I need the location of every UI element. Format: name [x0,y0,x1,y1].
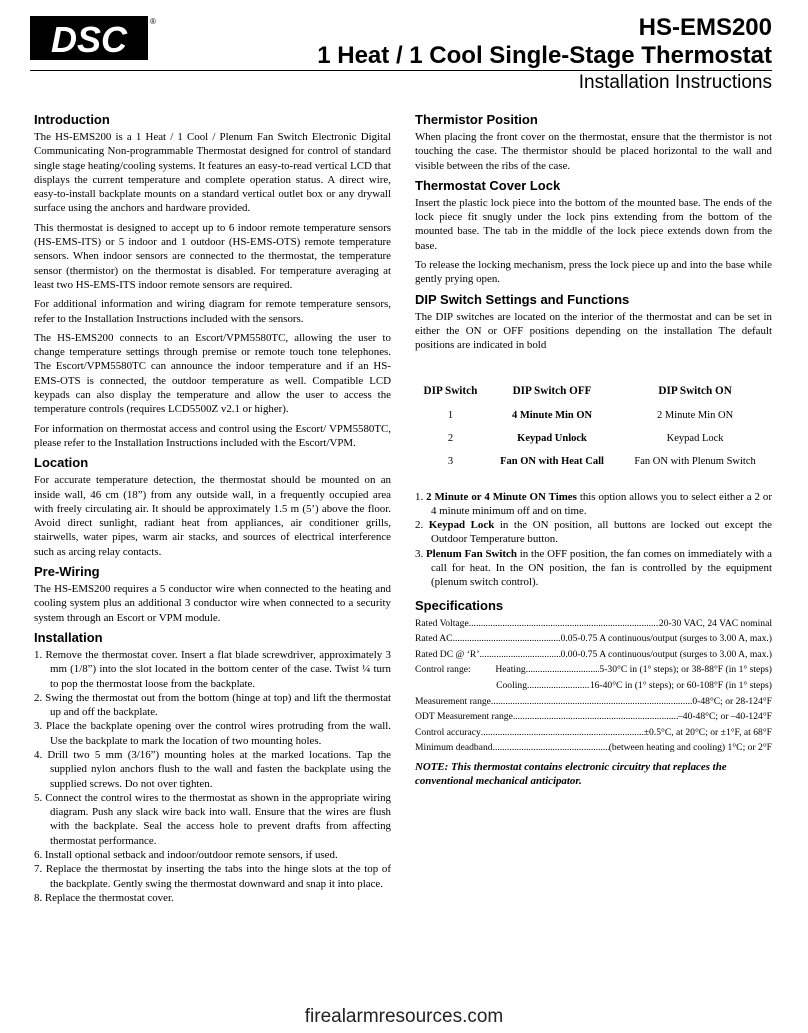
spec-sublabel: Heating [495,664,526,676]
column-header: DIP Switch ON [658,384,732,397]
spec-row [415,631,772,647]
table-row [415,453,772,476]
spec-leader [480,647,561,663]
dip-switch-table [415,381,772,476]
spec-leader [527,678,590,694]
spec-value: 0.00-0.75 A continuous/output (surges to 3.00 A, max.) [560,648,772,660]
spec-value: 16-40°C in (1° steps); or 60-108°F (in 1° steps) [589,680,772,692]
location-heading: Location [34,455,89,471]
table-row [415,430,772,453]
svg-text:DSC: DSC [50,19,128,60]
cover-lock-heading: Thermostat Cover Lock [415,177,561,193]
table-cell: Fan ON with Heat Call [500,455,604,467]
list-item: 2. Swing the thermostat out from the bottom (hinge at top) and lift the thermostat up and off the backplate. [34,691,391,719]
thermistor-section [415,112,772,173]
spec-leader [526,662,600,678]
dip-section [415,292,772,590]
paragraph: The HS-EMS200 is a 1 Heat / 1 Cool / Plenum Fan Switch Electronic Digital Communicating Non-programmable Thermostat designed for control of standard single stage heating/cooling systems. It features an easy-to-read vertical LCD that displays the current temperature and complete operation status. A direct wire, easy-to-install backplate mounts on a standard vertical outlet box or any drywall surface using the anchors and hardware provided. [34,131,391,215]
spec-note: NOTE: This thermostat contains electronic circuitry that replaces the conventional mechanical anticipator. [415,760,727,788]
header-rule [30,70,772,71]
table-cell: Keypad Unlock [517,432,587,444]
thermistor-heading: Thermistor Position [415,112,538,127]
paragraph: The HS-EMS200 requires a 5 conductor wire when connected to the heating and cooling system plus an additional 3 conductor wire when connected to a security system through an Escort or VPM module. [34,583,391,624]
column-header: DIP Switch OFF [512,384,592,397]
paragraph: For additional information and wiring diagram for remote temperature sensors, refer to the Installation Instructions included with the sensors. [34,298,391,325]
installation-heading: Installation [34,629,103,645]
table-cell: 1 [447,409,454,421]
table-cell: 4 Minute Min ON [511,409,593,421]
list-item: 8. Replace the thermostat cover. [34,891,174,904]
spec-row [415,678,772,694]
paragraph: This thermostat is designed to accept up to 6 indoor remote temperature sensors (HS-EMS-ITS) or 5 indoor and 1 outdoor (HS-EMS-OTS) remote temperature sensors. When indoor sensors are connected to the thermostat, the temperature sensor (thermistor) on the thermostat is disabled. For temperature averaging at least two HS-EMS-ITS indoor remote sensors are required. [34,221,391,291]
document-title: 1 Heat / 1 Cool Single-Stage Thermostat [317,42,772,69]
dip-notes [415,490,772,590]
list-item: 3. Plenum Fan Switch in the OFF position, the fan comes on immediately with a call for heat. In the ON position, the fan is controlled by the equipment (plenum switch control). [415,547,772,589]
spec-row [415,740,772,756]
list-item: 7. Replace the thermostat by inserting the tabs into the hinge slots at the top of the backplate. Gently swing the thermostat downward and snap it into place. [34,863,391,890]
prewiring-section [34,564,391,625]
spec-label: Rated Voltage [415,617,469,629]
model-number: HS-EMS200 [638,14,772,41]
spec-leader [481,725,644,741]
introduction-section [34,112,391,450]
spec-value: 0.05-0.75 A continuous/output (surges to 3.00 A, max.) [560,633,772,645]
paragraph: The DIP switches are located on the interior of the thermostat and can be set in either the ON or OFF positions depending on the installation The default positions are indicated in bold [415,310,772,352]
list-item: 3. Place the backplate opening over the control wires protruding from the wall. Use the backplate to mark the location of two mounting holes. [34,720,391,747]
table-header-row [415,381,772,407]
installation-section [34,630,391,905]
installation-steps [34,648,391,905]
spec-leader [453,631,561,647]
spec-label: ODT Measurement range [415,711,513,723]
paragraph: To release the locking mechanism, press the lock piece up and into the base while gently prying open. [415,259,772,286]
paragraph: When placing the front cover on the thermostat, ensure that the thermistor is not touching the case. The thermistor should be placed horizontal to the wall and visible between the ribs of the case. [415,131,772,172]
spec-label: Rated DC @ ‘R’ [415,648,480,660]
spec-row [415,662,772,678]
document-subtitle: Installation Instructions [578,72,772,93]
spec-label: Rated AC [415,633,453,645]
list-item: 1. Remove the thermostat cover. Insert a flat blade screwdriver, approximately 3 mm (1/8”) into the slot located in the bottom center of the case. Twist ¼ turn to pop the thermostat loose from the backplate. [34,648,391,690]
spec-value: ±0.5°C, at 20°C; or ±1°F, at 68°F [643,726,772,738]
table-cell: 3 [447,455,454,467]
table-cell: 2 Minute Min ON [657,409,734,421]
paragraph: For accurate temperature detection, the thermostat should be mounted on an inside wall, 46 cm (18”) from any outside wall, in a frequently occupied area with freely circulating air. It should be approximately 1.5 m (5’) above the floor. Avoid direct sunlight, radiant heat from appliances, air conditioner grills, stairwells, water pipes, warm air stacks, and sources of electrical interference such as arcing relay contacts. [34,474,391,558]
paragraph: For information on thermostat access and control using the Escort/ VPM5580TC, please refer to the Installation Instructions included with the Escort/VPM. [34,422,391,449]
list-item: 6. Install optional setback and indoor/outdoor remote sensors, if used. [34,849,338,862]
list-item: 4. Drill two 5 mm (3/16”) mounting holes at the marked locations. Tap the supplied nylon anchors flush to the wall and fasten the backplate using the supplied screws. Do not over tighten. [34,748,391,790]
spec-leader [469,616,659,632]
specifications-heading: Specifications [415,597,504,613]
right-column [415,112,772,791]
spec-row [415,709,772,725]
spec-label: Control accuracy [415,726,481,738]
spec-row [415,694,772,710]
spec-label: Control range: [415,664,471,676]
spec-value: 5-30°C in (1° steps); or 38-88°F (in 1° steps) [599,664,772,676]
column-header: DIP Switch [423,384,478,397]
spec-value: (between heating and cooling) 1°C; or 2°F [608,742,772,754]
spec-label: Measurement range [415,695,491,707]
spec-row [415,725,772,741]
table-cell: Fan ON with Plenum Switch [634,455,756,467]
spec-leader [513,709,678,725]
spec-leader [491,694,692,710]
prewiring-heading: Pre-Wiring [34,564,100,580]
spec-value: 0-48°C; or 28-124°F [692,695,772,707]
location-section [34,455,391,559]
svg-text:®: ® [150,17,156,26]
paragraph: Insert the plastic lock piece into the bottom of the mounted base. The ends of the lock piece fit snugly under the lock pins extending from the bottom of the mounted base. The tab in the middle of the lock piece extends down from the base. [415,196,772,252]
list-item: 2. Keypad Lock in the ON position, all buttons are locked out except the Outdoor Temperature button. [415,519,772,546]
cover-lock-section [415,178,772,287]
dip-heading: DIP Switch Settings and Functions [415,291,630,307]
table-cell: 2 [447,432,454,444]
spec-value: –40-48°C; or –40-124°F [677,711,772,723]
spec-row [415,647,772,663]
list-item: 5. Connect the control wires to the thermostat as shown in the appropriate wiring diagram. Push any slack wire back into wall. Ensure that the wires are flush with the backplate. Seal the access hole to prevent drafts from affecting thermostat performance. [34,791,391,847]
spec-value: 20-30 VAC, 24 VAC nominal [658,617,772,629]
footer-url: firealarmresources.com [304,1006,504,1027]
table-row [415,407,772,430]
table-cell: Keypad Lock [666,432,724,444]
spec-list [415,616,772,756]
spec-sublabel: Cooling [496,680,527,692]
spec-leader [493,740,609,756]
spec-label: Minimum deadband [415,742,493,754]
specifications-section [415,598,772,789]
dsc-logo [30,14,158,62]
paragraph: The HS-EMS200 connects to an Escort/VPM5580TC, allowing the user to change temperature settings through premise or remote touch tone telephones. The Escort/VPM5580TC can announce the indoor temperature and if an HS-EMS-OTS is connected, the outdoor temperature as well. Compatible LCD keypads can also display the temperature and allow the user to access the temperature controls (requires LCD5500Z v2.1 or higher). [34,331,391,416]
list-item: 1. 2 Minute or 4 Minute ON Times this option allows you to select either a 2 or 4 minute minimum off and on time. [415,490,773,517]
introduction-heading: Introduction [34,112,110,127]
left-column [34,112,391,907]
spec-row [415,616,772,632]
